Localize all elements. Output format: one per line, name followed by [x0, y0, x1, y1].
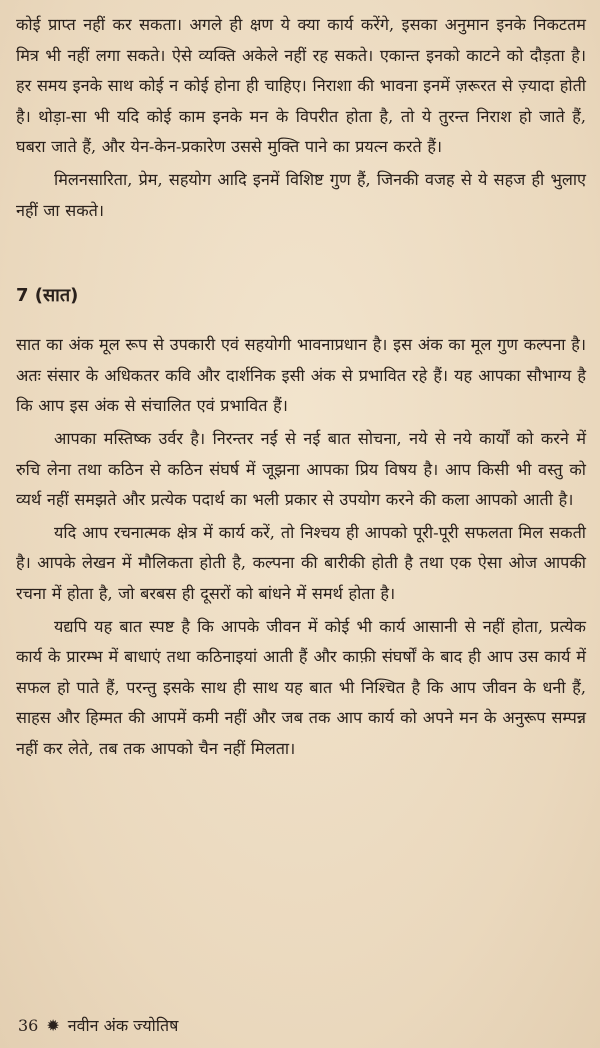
paragraph-struggles: यद्यपि यह बात स्पष्ट है कि आपके जीवन में कोई भी कार्य आसानी से नहीं होता, प्रत्येक कार्य के प्रारम्भ में बाधाएं तथा कठिनाइयां आती हैं और काफ़ी संघर्षों के बाद ही आप उस कार्य में सफल हो पाते हैं, परन्तु इसके साथ ही साथ यह बात भी निश्चित है कि आप जीवन के धनी हैं, साहस और हिम्मत की आपमें कमी नहीं और जब तक आप कार्य को अपने मन के अनुरूप सम्पन्न नहीं कर लेते, तब तक आपको चैन नहीं मिलता। — [16, 616, 586, 758]
book-title: नवीन अंक ज्योतिष — [67, 1016, 179, 1035]
section-heading-seven: 7 (सात) — [16, 285, 79, 307]
footer-separator-icon: ✹ — [46, 1016, 60, 1035]
paragraph-fertile-mind: आपका मस्तिष्क उर्वर है। निरन्तर नई से नई बात सोचना, नये से नये कार्यों को करने में रुचि लेना तथा कठिन से कठिन संघर्ष में जूझना आपका प्रिय विषय है। आप किसी भी वस्तु को व्यर्थ नहीं समझते और प्रत्येक पदार्थ का भली प्रकार से उपयोग करने की कला आपको आती है। — [16, 428, 586, 510]
paragraph-continued: कोई प्राप्त नहीं कर सकता। अगले ही क्षण ये क्या कार्य करेंगे, इसका अनुमान इनके निकटतम मित्र भी नहीं लगा सकते। ऐसे व्यक्ति अकेले नहीं रह सकते। एकान्त इनको काटने को दौड़ता है। हर समय इनके साथ कोई न कोई होना ही चाहिए। निराशा की भावना इनमें ज़रूरत से ज़्यादा होती है। थोड़ा-सा भी यदि कोई काम इनके मन के विपरीत होता है, तो ये तुरन्त निराश हो जाते हैं, घबरा जाते हैं, और येन-केन-प्रकारेण उससे मुक्ति पाने का प्रयत्न करते हैं। — [16, 15, 586, 157]
page-number: 36 — [18, 1016, 39, 1035]
paragraph-creative-field: यदि आप रचनात्मक क्षेत्र में कार्य करें, तो निश्चय ही आपको पूरी-पूरी सफलता मिल सकती है। आपके लेखन में मौलिकता होती है, कल्पना की बारीकी होती है तथा एक ऐसा ओज आपकी रचना में होता है, जो बरबस ही दूसरों को बांधने में समर्थ होता है। — [16, 522, 586, 603]
page-footer — [18, 1014, 178, 1038]
paragraph-seven-intro: सात का अंक मूल रूप से उपकारी एवं सहयोगी भावनाप्रधान है। इस अंक का मूल गुण कल्पना है। अतः संसार के अधिकतर कवि और दार्शनिक इसी अंक से प्रभावित रहे हैं। यह आपका सौभाग्य है कि आप इस अंक से संचालित एवं प्रभावित हैं। — [16, 335, 586, 416]
paragraph-social-traits: मिलनसारिता, प्रेम, सहयोग आदि इनमें विशिष्ट गुण हैं, जिनकी वजह से ये सहज ही भुलाए नहीं जा सकते। — [16, 169, 586, 220]
